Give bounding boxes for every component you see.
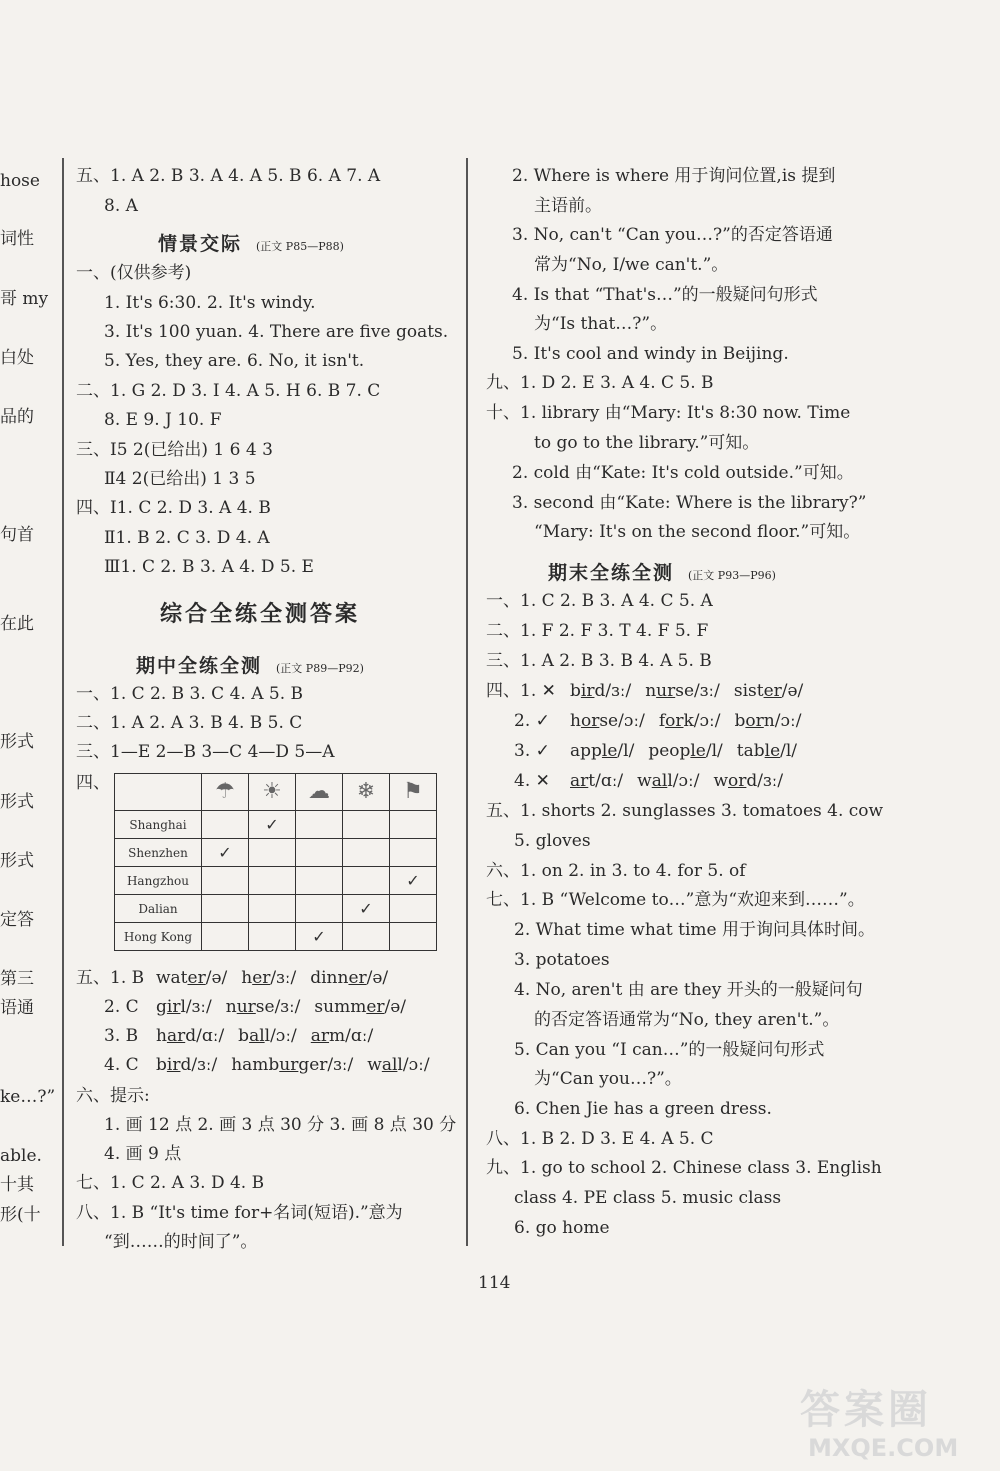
wind-icon: ⚑ [403,779,423,804]
underlined-letters: le [690,741,706,761]
word-part: h [241,968,253,988]
answer-line: 3. second 由“Kate: Where is the library?” [512,493,867,513]
answer-prefix: 4. C [104,1055,139,1075]
underlined-letters: ar [166,1026,186,1046]
edge-fragment: able. [0,1146,42,1166]
answer-line: 一、1. C 2. B 3. A 4. C 5. A [486,591,713,611]
table-cell [249,839,296,867]
phonetic-word [311,1026,373,1046]
answer-line: 5. It's cool and windy in Beijing. [512,344,789,364]
word-part: w [637,771,652,791]
table-cell [249,895,296,923]
phonetics-line [514,710,815,732]
table-cell [202,839,249,867]
phonetics-line [104,1054,444,1076]
table-row [115,867,437,895]
word-part: d/ɜː/ [180,1055,218,1075]
phonetics-line [76,967,402,989]
word-part: f [658,711,666,731]
word-part: l/ɔː/ [667,771,700,791]
tick-mark: ✓ [312,927,326,946]
word-part: l/ɜː/ [180,997,212,1017]
word-part: app [570,741,602,761]
word-part: d/ɜː/ [746,771,784,791]
answer-line: 七、1. B “Welcome to…”意为“欢迎来到……”。 [486,890,865,910]
answer-prefix: 3. ✓ [514,741,550,761]
edge-fragment: hose [0,171,40,191]
answer-line: 2. Where is where 用于询问位置,is 提到 [512,166,836,186]
phonetics-line [514,740,811,762]
underlined-letters: or [580,711,600,731]
city-cell: Hangzhou [115,867,202,895]
answer-line: 八、1. B “It's time for+名词(短语).”意为 [76,1203,403,1223]
word-part: peop [648,741,691,761]
table-cell [390,923,437,951]
answer-line: 3. potatoes [514,950,610,970]
edge-fragment: ke…?” [0,1087,56,1107]
underlined-letters: er [252,968,271,988]
word-part: /l/ [617,741,635,761]
table-row [115,923,437,951]
answer-line: 2. cold 由“Kate: It's cold outside.”可知。 [512,463,854,483]
table-cell [343,923,390,951]
phonetic-word [570,741,634,761]
word-part: summ [314,997,367,1017]
answer-line: 三、1—E 2—B 3—C 4—D 5—A [76,742,335,762]
table-cell [249,811,296,839]
table-cell [296,895,343,923]
table-header-cell [202,774,249,811]
watermark-url: MXQE.COM [808,1434,959,1462]
edge-fragment: 十其 [0,1175,34,1195]
phonetic-word [156,1026,224,1046]
answer-line: 5. Can you “I can…”的一般疑问句形式 [514,1040,825,1060]
column-divider-left [62,158,64,1246]
phonetics-line [104,1025,387,1047]
edge-fragment: 形式 [0,851,34,871]
underlined-letters: ir [166,1055,181,1075]
underlined-letters: le [601,741,618,761]
answer-line: 四、 [76,773,110,793]
table-cell [390,867,437,895]
phonetic-word [645,681,720,701]
word-part: /ə/ [781,681,804,701]
answer-line: Ⅱ4 2(已给出) 1 3 5 [104,469,256,489]
answer-line: 4. Is that “That's…”的一般疑问句形式 [512,285,818,305]
answer-line: 8. E 9. J 10. F [104,410,222,430]
answer-line: 5. gloves [514,831,591,851]
answer-prefix: 四、1. ✕ [486,681,556,701]
answer-line: 3. No, can't “Can you…?”的否定答语通 [512,225,833,245]
section-heading-title: 情景交际 [158,233,243,255]
phonetic-word [735,711,802,731]
column-divider-right [466,158,468,1246]
edge-fragment: 品的 [0,407,34,427]
phonetic-word [314,997,406,1017]
answer-line: “Mary: It's on the second floor.”可知。 [534,522,861,542]
phonetics-line [514,770,797,792]
city-cell: Hong Kong [115,923,202,951]
table-row [115,839,437,867]
word-part: l/ɔː/ [264,1026,297,1046]
answer-line: 1. It's 6:30. 2. It's windy. [104,293,316,313]
word-part: /ə/ [205,968,228,988]
answer-line: 为“Is that…?”。 [534,314,668,334]
section-heading [158,229,344,256]
edge-fragment: 第三 [0,969,34,989]
word-part: /ɜː/ [270,968,297,988]
word-part: sist [733,681,764,701]
phonetic-word [367,1055,429,1075]
word-part: w [367,1055,382,1075]
underlined-letters: or [665,711,684,731]
table-cell [390,811,437,839]
section-heading-title: 期末全练全测 [548,562,675,584]
underlined-letters: ar [310,1026,330,1046]
answer-line: 十、1. library 由“Mary: It's 8:30 now. Time [486,403,851,423]
word-part: g [156,997,167,1017]
phonetic-word [734,681,803,701]
table-header-cell [296,774,343,811]
phonetic-word [231,1055,353,1075]
word-part: h [570,711,581,731]
snow-cloud-icon: ❄ [356,779,376,804]
word-part: tab [736,741,765,761]
phonetic-word [241,968,296,988]
answer-prefix: 2. ✓ [514,711,550,731]
word-part: d/ɜː/ [594,681,632,701]
answer-line: 六、1. on 2. in 3. to 4. for 5. of [486,861,746,881]
answer-line: 3. It's 100 yuan. 4. There are five goats. [104,322,449,342]
answer-line: 八、1. B 2. D 3. E 4. A 5. C [486,1129,714,1149]
phonetic-word [737,741,797,761]
answer-line: 七、1. C 2. A 3. D 4. B [76,1173,265,1193]
word-part: b [734,711,746,731]
word-part: d/ɑː/ [185,1026,225,1046]
table-cell [343,895,390,923]
table-cell [296,839,343,867]
word-part: hamb [231,1055,280,1075]
underlined-letters: al [249,1026,265,1046]
word-part: se/ɜː/ [255,997,301,1017]
word-part: wat [156,968,188,988]
underlined-letters: le [764,741,781,761]
underlined-letters: er [187,968,206,988]
word-part: b [238,1026,250,1046]
answer-line: “到……的时间了”。 [104,1232,258,1252]
answer-line: 二、1. G 2. D 3. I 4. A 5. H 6. B 7. C [76,381,381,401]
section-heading-ref: (正文 P93—P96) [688,569,776,582]
table-row [115,811,437,839]
word-part: n/ɔː/ [763,711,802,731]
word-part: h [156,1026,167,1046]
answer-line: 常为“No, I/we can't.”。 [534,255,729,275]
tick-mark: ✓ [218,843,232,862]
answer-line: 一、1. C 2. B 3. C 4. A 5. B [76,684,304,704]
answer-line: 五、1. shorts 2. sunglasses 3. tomatoes 4. cow [486,801,884,821]
answer-line: to go to the library.”可知。 [534,433,760,453]
underlined-letters: or [745,711,764,731]
edge-fragment: 形式 [0,732,34,752]
city-cell: Shanghai [115,811,202,839]
phonetic-word [156,968,227,988]
table-cell [202,811,249,839]
answer-line: 四、Ⅰ1. C 2. D 3. A 4. B [76,498,271,518]
word-part: se/ɜː/ [675,681,720,701]
word-part: k/ɔː/ [683,711,721,731]
answer-line: 5. Yes, they are. 6. No, it isn't. [104,351,365,371]
underlined-letters: ar [570,771,589,791]
word-part: b [570,681,581,701]
tick-mark: ✓ [359,899,373,918]
answer-line: 二、1. F 2. F 3. T 4. F 5. F [486,621,709,641]
edge-fragment: 形(十 [0,1205,41,1225]
underlined-letters: er [348,968,367,988]
answer-prefix: 五、1. B [76,968,145,988]
table-cell [296,867,343,895]
answer-line: Ⅱ1. B 2. C 3. D 4. A [104,528,270,548]
answer-line: 五、1. A 2. B 3. A 4. A 5. B 6. A 7. A [76,166,381,186]
answer-prefix: 2. C [104,997,139,1017]
edge-fragment: 白处 [0,348,34,368]
section-heading [136,651,364,678]
answer-line: 4. No, aren't 由 are they 开头的一般疑问句 [514,980,863,1000]
table-cell [202,923,249,951]
answer-line: 三、1. A 2. B 3. B 4. A 5. B [486,651,712,671]
answer-line: 九、1. D 2. E 3. A 4. C 5. B [486,373,714,393]
city-cell: Dalian [115,895,202,923]
section-heading [548,558,776,585]
table-header-row [115,774,437,811]
answer-prefix: 3. B [104,1026,139,1046]
answer-line: 一、(仅供参考) [76,263,192,283]
word-part: w [713,771,729,791]
answer-line: 的否定答语通常为“No, they aren't.”。 [534,1010,840,1030]
edge-fragment: 哥 my [0,289,49,309]
tick-mark: ✓ [406,871,420,890]
sun-icon: ☀ [262,779,282,804]
word-part: t/ɑː/ [588,771,624,791]
table-cell [390,839,437,867]
city-cell: Shenzhen [115,839,202,867]
underlined-letters: al [381,1055,398,1075]
underlined-letters: er [366,997,385,1017]
phonetic-word [713,771,783,791]
underlined-letters: or [728,771,747,791]
word-part: se/ɔː/ [599,711,645,731]
edge-fragment: 词性 [0,229,34,249]
section-heading-ref: (正文 P89—P92) [276,662,364,675]
table-cell [343,867,390,895]
watermark-title: 答案圈 [800,1386,932,1433]
table-cell [296,923,343,951]
word-part: l/ɔː/ [397,1055,430,1075]
page-number: 114 [478,1273,511,1293]
answer-line: 6. Chen Jie has a green dress. [514,1099,772,1119]
underlined-letters: al [651,771,668,791]
answer-line: 6. go home [514,1218,610,1238]
phonetic-word [310,968,388,988]
edge-fragment: 形式 [0,792,34,812]
phonetic-word [156,997,212,1017]
word-part: dinn [310,968,349,988]
phonetic-word [226,997,301,1017]
phonetic-word [156,1055,217,1075]
answer-prefix: 4. ✕ [514,771,550,791]
edge-fragment: 定答 [0,910,34,930]
answer-line: 六、提示: [76,1086,150,1106]
word-part: b [156,1055,167,1075]
table-cell [296,811,343,839]
phonetic-word [238,1026,297,1046]
section-heading-title: 期中全练全测 [136,655,263,677]
phonetic-word [648,741,722,761]
answer-line: 4. 画 9 点 [104,1144,182,1164]
phonetic-word [570,681,631,701]
answer-line: 为“Can you…?”。 [534,1069,682,1089]
answer-line: 2. What time what time 用于询问具体时间。 [514,920,875,940]
word-part: /ə/ [384,997,407,1017]
table-cell [343,811,390,839]
answer-line: Ⅲ1. C 2. B 3. A 4. D 5. E [104,557,314,577]
word-part: /l/ [705,741,723,761]
table-header-cell [390,774,437,811]
weather-table [114,773,437,951]
phonetic-word [570,711,645,731]
table-cell [249,923,296,951]
table-cell [202,867,249,895]
answer-line: 九、1. go to school 2. Chinese class 3. English [486,1158,882,1178]
underlined-letters: ur [279,1055,299,1075]
answer-line: 二、1. A 2. A 3. B 4. B 5. C [76,713,303,733]
underlined-letters: er [763,681,782,701]
underlined-letters: ir [580,681,595,701]
edge-fragment: 句首 [0,525,34,545]
answer-line: 三、Ⅰ5 2(已给出) 1 6 4 3 [76,440,273,460]
underlined-letters: ur [236,997,256,1017]
underlined-letters: ir [166,997,181,1017]
word-part: m/ɑː/ [329,1026,374,1046]
answer-line: class 4. PE class 5. music class [514,1188,782,1208]
underlined-letters: ur [656,681,676,701]
main-heading: 综合全练全测答案 [160,601,361,627]
answer-line: 1. 画 12 点 2. 画 3 点 30 分 3. 画 8 点 30 分 [104,1115,457,1135]
answer-line: 8. A [104,196,138,216]
watermark-logo [800,1378,980,1466]
edge-fragment: 在此 [0,614,34,634]
cloud-icon: ☁ [308,779,330,804]
word-part: ger/ɜː/ [298,1055,354,1075]
word-part: n [645,681,657,701]
table-row [115,895,437,923]
table-cell [249,867,296,895]
phonetics-line [486,680,817,702]
phonetic-word [659,711,721,731]
phonetic-word [637,771,699,791]
table-header-cell [343,774,390,811]
section-heading-ref: (正文 P85—P88) [256,240,344,253]
table-header-cell [249,774,296,811]
rain-cloud-icon: ☂ [215,779,235,804]
phonetics-line [104,996,420,1018]
table-corner-cell [115,774,202,811]
word-part: n [225,997,237,1017]
word-part: /ə/ [366,968,389,988]
answer-line: 主语前。 [534,196,602,216]
table-cell [390,895,437,923]
tick-mark: ✓ [265,815,279,834]
phonetic-word [570,771,623,791]
table-cell [202,895,249,923]
edge-fragment: 语通 [0,998,34,1018]
word-part: /l/ [780,741,798,761]
table-cell [343,839,390,867]
